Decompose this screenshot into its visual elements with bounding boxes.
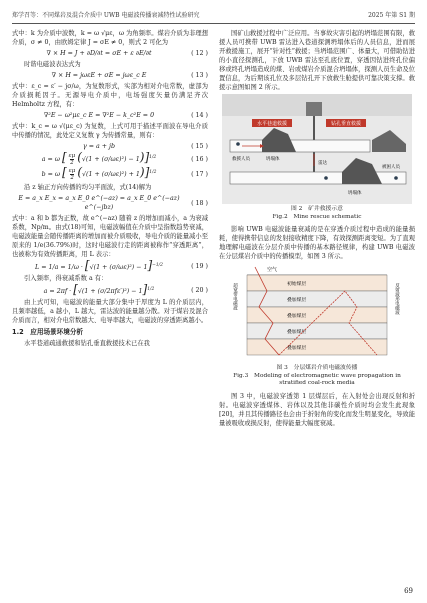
- layer-label: 叠加煤层: [287, 330, 307, 335]
- equation-20: $a = 2\pi f \cdot [√(1 + (\sigma/2\pi f\varepsilon')^2) - 1]^{1/2}$ ( 20 ): [43, 282, 208, 296]
- rescuer-icon: [236, 142, 240, 146]
- label-uwb-wave: 超宽带电磁波: [232, 283, 238, 310]
- trapped-person-icon: [324, 176, 328, 180]
- equation-17: b = ω [ $\frac{\varepsilon\mu}{2} (√(1 + (\sigma/\omega\varepsilon)^2) + 1)]^{1/2}$ ( 17 ): [41, 165, 208, 181]
- label-radar: 雷达: [318, 161, 327, 166]
- figure-3-caption: 图 3 分层煤岩介质电磁波传播 Fig.3 Modeling of electromagnetic wave propagation in stratified coal-rock media: [233, 365, 401, 386]
- paragraph: 国矿山救援过程中广泛应用。当事故灾害引起的坍塌范围有限，救援人员可携带 UWB 雷达进入巷道探测坍塌体后的人员信息，进而展开救援施工，展开“针对性”救援；当坍塌范围广、体量大，可借助钻进的小直径探测孔，下放 UWB 雷达至孔底位置，穿透因钻进终孔位偏移或终孔坍塌造成的煤、岩或煤岩介质混合坍塌体，探测人员生命及位置信息，为后期该孔位及多层钻孔开下放救生舱提供可靠决策支撑。救援示意图如图 2 所示。: [219, 30, 415, 91]
- paragraph: 式中：k 为介质中波数，k = ω √με，ω 为角频率。煤岩介质为非理想介质，σ ≠ 0，由欧姆定律 J = σE ≠ 0，则式 2 可化为: [12, 30, 208, 46]
- page-number: 69: [404, 587, 413, 595]
- equation-19: $L = 1/a = 1/\omega \cdot [√(1 + (\sigma/\omega\varepsilon)^2) - 1]^{-1/2}$ ( 19 ): [35, 258, 208, 272]
- paragraph: 时谐电磁波表达式为: [24, 61, 81, 68]
- paragraph: 影响 UWB 电磁波能量衰减的是在穿透介质过程中造成的能量损耗，使得携带信息的发射接收精度下降，有效探测距离变短。为了直观地理解电磁波在分层介质中传播的基本路径规律，构建 UWB 电磁波在分层煤岩介质中的传播模型，如图 3 所示。: [219, 226, 415, 260]
- label-collapse-left: 坍塌体: [266, 157, 280, 162]
- left-column: [12, 29, 208, 350]
- layer-label: 初始煤层: [287, 282, 307, 287]
- paragraph: 引入频率，得衰减系数 a 有：: [24, 275, 108, 282]
- label-reflected-wave: 反射波形电磁波: [394, 283, 400, 315]
- equation-15: γ = a + jb ( 15 ): [82, 143, 208, 150]
- stratified-media-diagram: [227, 263, 407, 363]
- paragraph: 式中：a 和 b 都为正数，故 e^(−az) 随着 z 的增加而减小，a 为衰减系数，Np/m。由式(18)可知，电磁波幅值在介质中呈指数趋势衰减，电磁波能量会随传播距离的增加而被介质吸收，导电介质的能量减小至原来的 1/e(36.79%)时，这时电磁波行走的距离被称作“穿透距离”，也被称为有效传播距离，用 L 表示：: [12, 215, 208, 258]
- header-issue: 2025 年第 S1 期: [368, 12, 415, 19]
- paragraph: 式中：ε_c = ε′ − jσ/ω，为复数形式，实部为相对介电常数，虚部为介质损耗因子。无源导电介质中，电场强度矢量仍满足齐次 Helmholtz 方程，有：: [12, 83, 208, 108]
- label-collapse-right: 坍塌体: [348, 191, 362, 196]
- running-header: [12, 10, 415, 22]
- equation-12: ∇ × H = J + ∂D/∂t = σE + ε ∂E/∂t ( 12 ): [46, 50, 208, 57]
- section-heading: 1.2 应用场景环境分析: [12, 328, 84, 336]
- label-rescuer: 救援人员: [232, 157, 250, 162]
- paragraph: 由上式可知，电磁波的能量大部分集中于厚度为 L 的介质层内，且频率越低，a 越小，L 越大，雷达波的能量越分散。对于煤岩及混合介质而言，相对介电常数越大、电导率越大，电磁波的穿透距离越小。: [12, 299, 208, 324]
- paragraph: 图 3 中，电磁波穿透第 1 层煤层后，在入射处会出现反射和折射。电磁波穿透煤体、岩体以及其他非碳性介质时均会发生此现象[20]，并且其传播路径也会由于折射角的变化而发生明显变化，导致能量被吸收或损反射，使得能量大幅度衰减。: [219, 392, 415, 427]
- layer-label: 叠加煤层: [287, 298, 307, 303]
- paragraph: 沿 z 轴正方向传播的均匀平面波，式(14)解为: [24, 184, 152, 191]
- trapped-person-icon: [394, 176, 398, 180]
- equation-13: ∇ × H = jωεE + σE = jωε_c E ( 13 ): [51, 72, 208, 79]
- mine-rescue-schematic: [222, 94, 412, 204]
- label-trapped: 被困人员: [382, 165, 400, 170]
- label-drill-rescue: 钻孔垂直救援: [330, 121, 362, 127]
- label-air: 空气: [267, 267, 278, 273]
- figure-2-caption: 图 2 矿井救援示意 Fig.2 Mine rescue schematic: [272, 206, 362, 220]
- equation-16: a = ω [ $\frac{\varepsilon\mu}{2} (√(1 + (\sigma/\omega\varepsilon)^2) - 1)]^{1/2}$ ( 16 ): [41, 150, 208, 166]
- equation-18: E = a_x E_x = a_x E_0 e^(−az) = a_x E_0 e^(−az) e^(−jbz) ( 18 ): [18, 195, 208, 211]
- paragraph: 式中：k_c = ω √(με_c) 为复数，上式可用于描述平面波在导电介质中传播的情况，此处定义复数 γ 为传播常量，则有：: [12, 123, 208, 139]
- right-column: [219, 29, 415, 430]
- equation-14: ∇²E − ω²με_c E = ∇²E − k_c²E = 0 ( 14 ): [43, 112, 208, 119]
- label-horizontal-rescue: 水平巷道救援: [256, 121, 288, 127]
- layer-label: 叠加煤层: [287, 346, 307, 351]
- layer-label: 叠加煤层: [287, 314, 307, 319]
- header-rule: [12, 23, 415, 24]
- header-title: 郑学召等：不同煤岩及混合介质中 UWB 电磁波传播衰减特性试验研究: [12, 12, 200, 19]
- paragraph: 水平巷道疏通救援和钻孔垂直救援技术已在我: [24, 340, 150, 347]
